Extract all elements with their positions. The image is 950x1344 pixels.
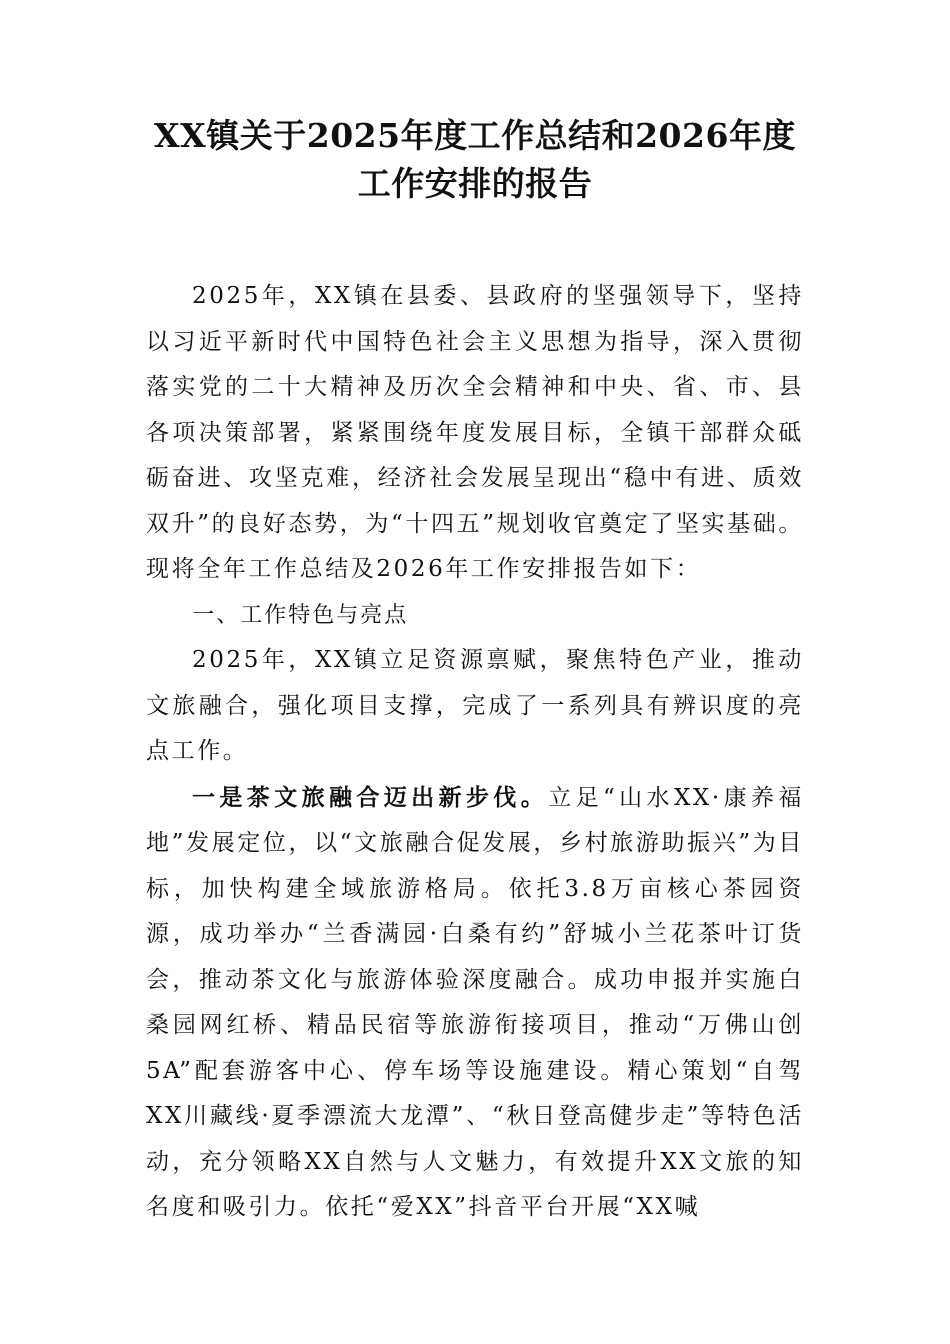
title-line-2: 工作安排的报告 (357, 164, 593, 203)
document-body (146, 274, 804, 1231)
document-page (146, 112, 804, 1231)
item-body-text: 立足“山水XX·康养福地”发展定位，以“文旅融合促发展，乡村旅游助振兴”为目标，加快构建全域旅游格局。依托3.8万亩核心茶园资源，成功举办“兰香满园·白桑有约”舒城小兰花茶叶订货会，推动茶文化与旅游体验深度融合。成功申报并实施白桑园网红桥、精品民宿等旅游衔接项目，推动“万佛山创5A”配套游客中心、停车场等设施建设。精心策划“自驾XX川藏线·夏季漂流大龙潭”、“秋日登高健步走”等特色活动，充分领略XX自然与人文魅力，有效提升XX文旅的知名度和吸引力。依托“爱XX”抖音平台开展“XX喊 (146, 784, 804, 1220)
section-heading: 一、工作特色与亮点 (192, 602, 409, 628)
intro-paragraph: 2025年，XX镇在县委、县政府的坚强领导下，坚持以习近平新时代中国特色社会主义思想为指导，深入贯彻落实党的二十大精神及历次全会精神和中央、省、市、县各项决策部署，紧紧围绕年度发展目标，全镇干部群众砥砺奋进、攻坚克难，经济社会发展呈现出“稳中有进、质效双升”的良好态势，为“十四五”规划收官奠定了坚实基础。现将全年工作总结及2026年工作安排报告如下： (146, 283, 804, 582)
item-lead-text: 一是茶文旅融合迈出新步伐。 (192, 783, 549, 811)
document-title (146, 112, 804, 208)
item-paragraph (146, 775, 804, 1231)
section-intro-paragraph: 2025年，XX镇立足资源禀赋，聚焦特色产业，推动文旅融合，强化项目支撑，完成了一系列具有辨识度的亮点工作。 (146, 647, 804, 764)
title-line-1: XX镇关于2025年度工作总结和2026年度 (154, 116, 796, 155)
